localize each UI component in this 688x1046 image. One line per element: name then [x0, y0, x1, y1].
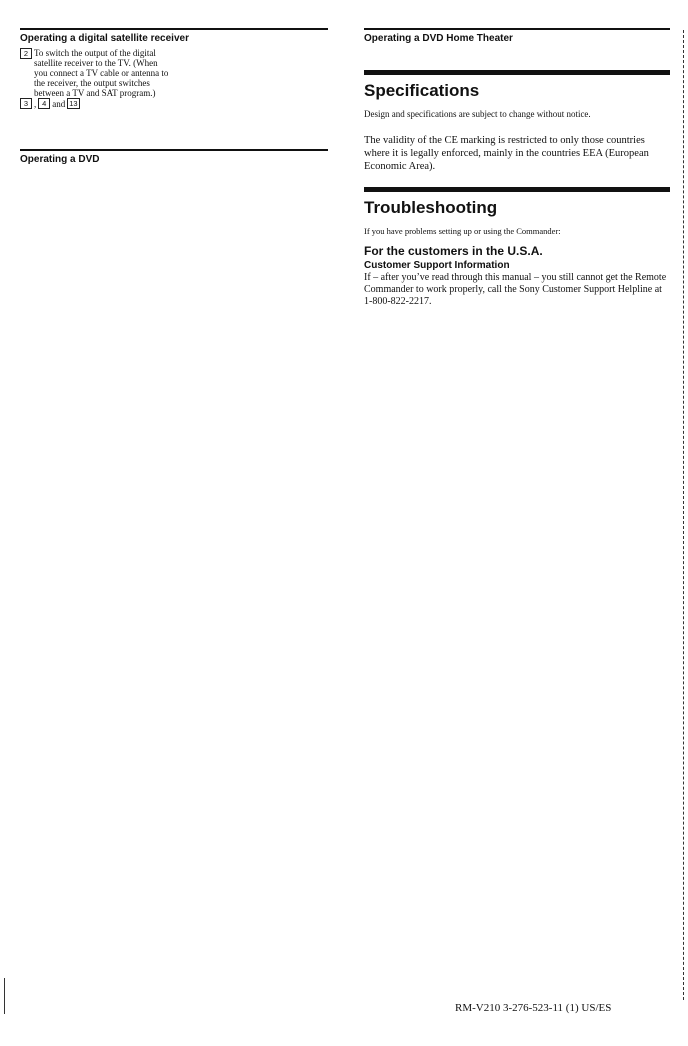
section-specifications [364, 70, 670, 173]
specifications-title: Specifications [364, 81, 480, 100]
section-satellite [20, 28, 328, 109]
section-home-theater [364, 28, 670, 48]
cut-line [683, 30, 684, 1000]
item-number-box: 4 [38, 98, 50, 109]
item-number-box: 3 [20, 98, 32, 109]
margin-mark [4, 978, 5, 1014]
support-text: If – after you’ve read through this manual – you still cannot get the Remote Commander to work properly, call the Sony Customer Support Helpline at 1-800-822-2217. [364, 272, 667, 307]
number-separator: , [34, 98, 37, 109]
section-troubleshooting [364, 187, 670, 308]
section-title: Operating a DVD [20, 154, 100, 165]
item-text [34, 48, 171, 98]
item-numbers [20, 48, 34, 59]
section-title: Operating a DVD Home Theater [364, 33, 513, 44]
section-dvd [20, 149, 328, 169]
item-number-box: 13 [69, 99, 78, 108]
item-numbers [20, 98, 82, 109]
number-separator: and [52, 98, 66, 109]
footer-code: RM-V210 3-276-523-11 (1) US/ES [455, 1002, 612, 1014]
item-line: To switch the output of the digital satellite receiver to the TV. (When you connect a TV cable or antenna to the receiver, the output switches between a TV and SAT program.) [34, 48, 169, 98]
list-item [20, 48, 171, 98]
left-column [20, 28, 328, 169]
list-item [20, 98, 171, 109]
troubleshooting-title: Troubleshooting [364, 198, 498, 217]
support-heading: Customer Support Information [364, 260, 510, 271]
item-number-box: 2 [20, 48, 32, 59]
troubleshooting-intro: If you have problems setting up or using the Commander: [364, 226, 561, 236]
spec-note: Design and specifications are subject to change without notice. [364, 109, 591, 119]
right-column [364, 28, 670, 308]
satellite-left-list [20, 48, 171, 109]
section-title: Operating a digital satellite receiver [20, 33, 189, 44]
usa-heading: For the customers in the U.S.A. [364, 244, 543, 258]
ce-notice: The validity of the CE marking is restricted to only those countries where it is legally enforced, mainly in the countries EEA (European Economic Area). [364, 135, 649, 172]
